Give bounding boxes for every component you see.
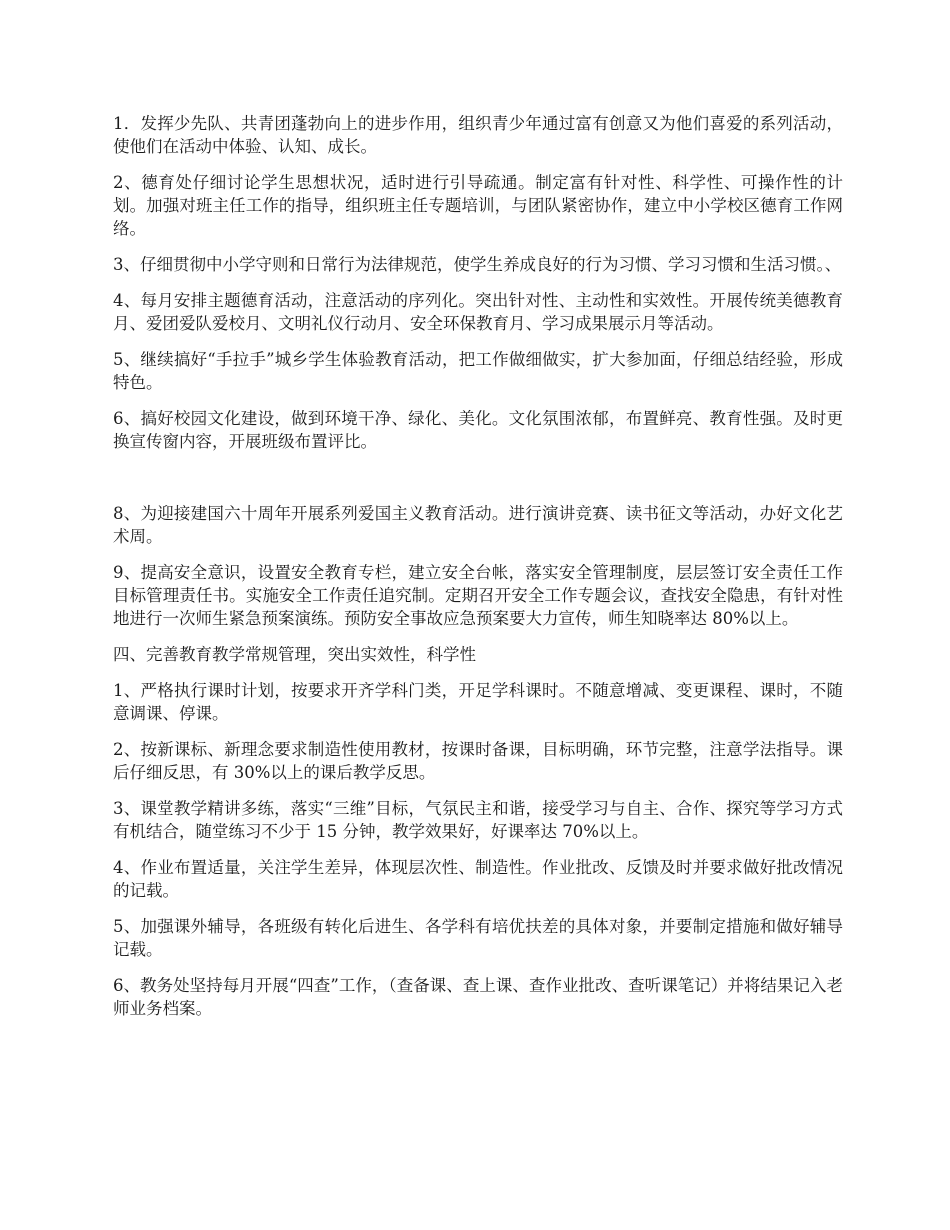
paragraph-section4-2: 2、按新课标、新理念要求制造性使用教材，按课时备课，目标明确，环节完整，注意学法指导。课后仔细反思，有 30%以上的课后教学反思。: [113, 740, 843, 782]
section-heading-four: 四、完善教育教学常规管理，突出实效性，科学性: [113, 645, 476, 664]
paragraph-section4-3: 3、课堂教学精讲多练，落实“三维”目标，气氛民主和谐，接受学习与自主、合作、探究等学习方式有机结合，随堂练习不少于 15 分钟，教学效果好，好课率达 70%以上。: [113, 799, 843, 841]
paragraph-3: 3、仔细贯彻中小学守则和日常行为法律规范，使学生养成良好的行为习惯、学习习惯和生活习惯。、: [113, 255, 842, 274]
document-body: [113, 112, 843, 1033]
paragraph-5: 5、继续搞好“手拉手”城乡学生体验教育活动，把工作做细做实，扩大参加面，仔细总结经验，形成特色。: [113, 350, 843, 392]
paragraph-9: 9、提高安全意识，设置安全教育专栏，建立安全台帐，落实安全管理制度，层层签订安全责任工作目标管理责任书。实施安全工作责任追究制。定期召开安全工作专题会议，查找安全隐患，有针对性地进行一次师生紧急预案演练。预防安全事故应急预案要大力宣传，师生知晓率达 80%以上。: [113, 563, 843, 628]
paragraph-section4-5: 5、加强课外辅导，各班级有转化后进生、各学科有培优扶差的具体对象，并要制定措施和做好辅导记载。: [113, 917, 843, 959]
paragraph-section4-6: 6、教务处坚持每月开展“四查”工作，（查备课、查上课、查作业批改、查听课笔记）并将结果记入老师业务档案。: [113, 976, 843, 1018]
paragraph-4: 4、每月安排主题德育活动，注意活动的序列化。突出针对性、主动性和实效性。开展传统美德教育月、爱团爱队爱校月、文明礼仪行动月、安全环保教育月、学习成果展示月等活动。: [113, 291, 843, 333]
paragraph-section4-4: 4、作业布置适量，关注学生差异，体现层次性、制造性。作业批改、反馈及时并要求做好批改情况的记载。: [113, 858, 843, 900]
paragraph-section4-1: 1、严格执行课时计划，按要求开齐学科门类，开足学科课时。不随意增减、变更课程、课时，不随意调课、停课。: [113, 681, 843, 723]
paragraph-6: 6、搞好校园文化建设，做到环境干净、绿化、美化。文化氛围浓郁，布置鲜亮、教育性强。及时更换宣传窗内容，开展班级布置评比。: [113, 409, 843, 451]
paragraph-2: 2、德育处仔细讨论学生思想状况，适时进行引导疏通。制定富有针对性、科学性、可操作性的计划。加强对班主任工作的指导，组织班主任专题培训，与团队紧密协作，建立中小学校区德育工作网络。: [113, 173, 843, 238]
blank-gap: [113, 466, 843, 502]
paragraph-1: 1．发挥少先队、共青团蓬勃向上的进步作用，组织青少年通过富有创意又为他们喜爱的系列活动，使他们在活动中体验、认知、成长。: [113, 114, 843, 156]
paragraph-8: 8、为迎接建国六十周年开展系列爱国主义教育活动。进行演讲竞赛、读书征文等活动，办好文化艺术周。: [113, 504, 843, 546]
